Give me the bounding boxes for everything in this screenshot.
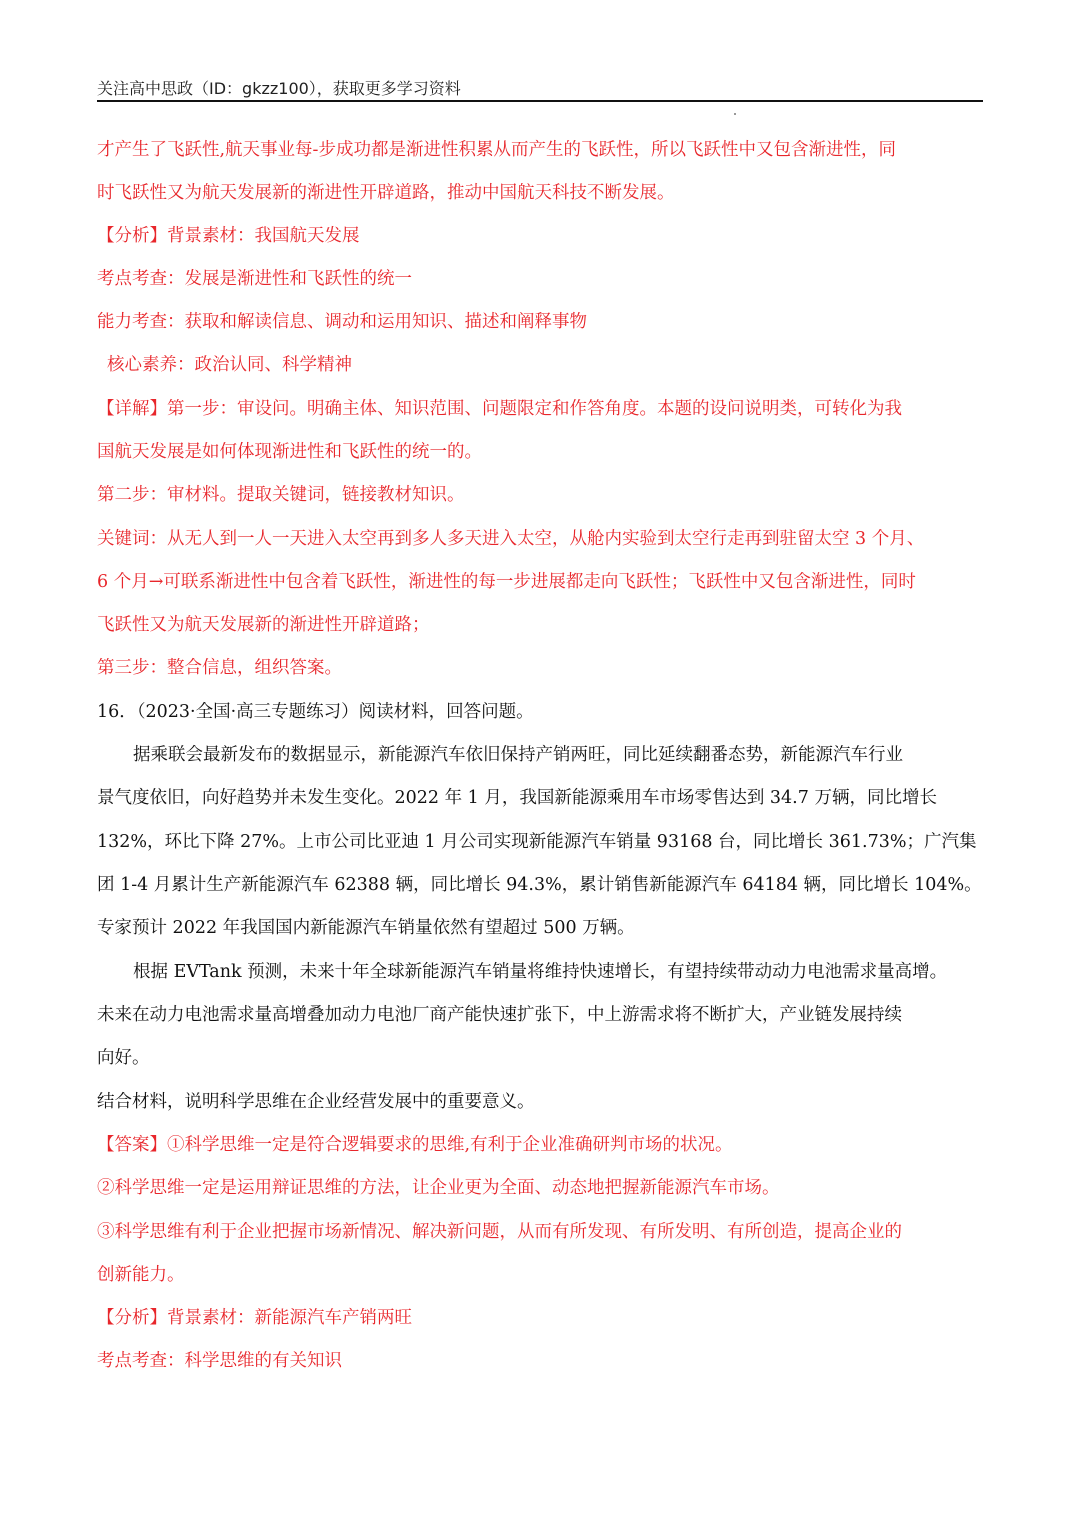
- stray-dot: [734, 113, 736, 115]
- text-line: 能力考查：获取和解读信息、调动和运用知识、描述和阐释事物: [97, 312, 587, 332]
- page-header: 关注高中思政（ID：gkzz100），获取更多学习资料: [97, 79, 461, 98]
- text-line: 飞跃性又为航天发展新的渐进性开辟道路；: [97, 615, 430, 635]
- answer-line: ②科学思维一定是运用辩证思维的方法，让企业更为全面、动态地把握新能源汽车市场。: [97, 1178, 780, 1198]
- material-line: 向好。: [97, 1048, 150, 1068]
- text-line: 才产生了飞跃性,航天事业每-步成功都是渐进性积累从而产生的飞跃性，所以飞跃性中又包含渐进性，同: [97, 140, 896, 160]
- text-line: 关键词：从无人到一人一天进入太空再到多人多天进入太空，从舱内实验到太空行走再到驻留太空 3 个月、: [97, 529, 925, 549]
- text-line: 考点考查：科学思维的有关知识: [97, 1351, 342, 1371]
- text-line: 第三步：整合信息，组织答案。: [97, 658, 342, 678]
- material-line: 未来在动力电池需求量高增叠加动力电池厂商产能快速扩张下，中上游需求将不断扩大，产业链发展持续: [97, 1005, 902, 1025]
- question-title: 16．（2023·全国·高三专题练习）阅读材料，回答问题。: [97, 702, 534, 722]
- text-line: 核心素养：政治认同、科学精神: [107, 355, 352, 375]
- material-line: 专家预计 2022 年我国国内新能源汽车销量依然有望超过 500 万辆。: [97, 918, 635, 938]
- detail-line: 【详解】第一步：审设问。明确主体、知识范围、问题限定和作答角度。本题的设问说明类，可转化为我: [97, 399, 902, 419]
- material-line: 团 1-4 月累计生产新能源汽车 62388 辆，同比增长 94.3%，累计销售新能源汽车 64184 辆，同比增长 104%。: [97, 875, 982, 895]
- answer-line: 创新能力。: [97, 1265, 185, 1285]
- answer-line: ③科学思维有利于企业把握市场新情况、解决新问题，从而有所发现、有所发明、有所创造，提高企业的: [97, 1222, 902, 1242]
- text-line: 6 个月→可联系渐进性中包含着飞跃性，渐进性的每一步进展都走向飞跃性；飞跃性中又包含渐进性，同时: [97, 572, 916, 592]
- analysis-line: 【分析】背景素材：新能源汽车产销两旺: [97, 1308, 412, 1328]
- text-line: 国航天发展是如何体现渐进性和飞跃性的统一的。: [97, 442, 482, 462]
- material-line: 根据 EVTank 预测，未来十年全球新能源汽车销量将维持快速增长，有望持续带动动力电池需求量高增。: [133, 962, 948, 982]
- material-line: 景气度依旧，向好趋势并未发生变化。2022 年 1 月，我国新能源乘用车市场零售达到 34.7 万辆，同比增长: [97, 788, 937, 808]
- material-line: 据乘联会最新发布的数据显示，新能源汽车依旧保持产销两旺，同比延续翻番态势，新能源汽车行业: [133, 745, 903, 765]
- text-line: 时飞跃性又为航天发展新的渐进性开辟道路，推动中国航天科技不断发展。: [97, 183, 675, 203]
- question-prompt: 结合材料，说明科学思维在企业经营发展中的重要意义。: [97, 1092, 535, 1112]
- text-line: 第二步：审材料。提取关键词，链接教材知识。: [97, 485, 465, 505]
- analysis-line: 【分析】背景素材：我国航天发展: [97, 226, 360, 246]
- answer-line: 【答案】①科学思维一定是符合逻辑要求的思维,有利于企业准确研判市场的状况。: [97, 1135, 733, 1155]
- header-divider: [97, 100, 983, 102]
- material-line: 132%，环比下降 27%。上市公司比亚迪 1 月公司实现新能源汽车销量 93168 台，同比增长 361.73%；广汽集: [97, 832, 977, 852]
- text-line: 考点考查：发展是渐进性和飞跃性的统一: [97, 269, 412, 289]
